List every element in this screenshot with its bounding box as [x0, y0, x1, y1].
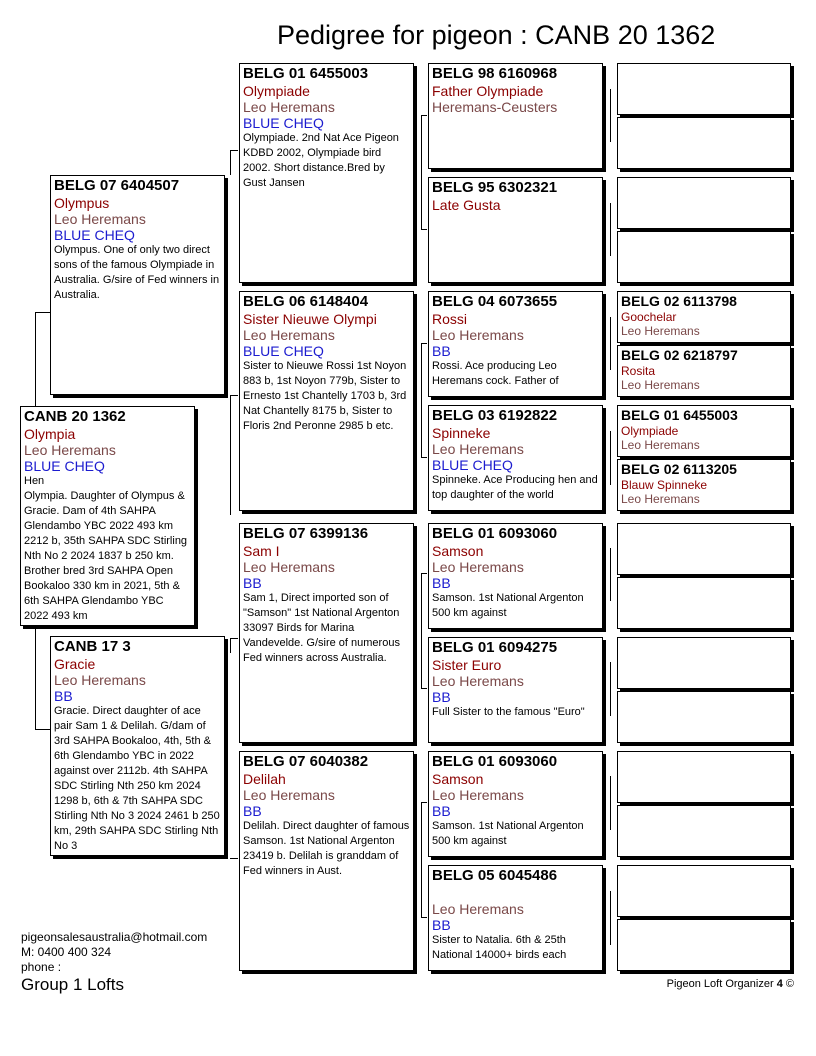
color-label: BLUE CHEQ: [243, 343, 324, 359]
color-label: BB: [432, 343, 451, 359]
breeder-name: Leo Heremans: [432, 673, 524, 689]
pedigree-card-gen4-4[interactable]: [428, 405, 603, 511]
breeder-name: Leo Heremans: [54, 211, 146, 227]
breeder-name: Leo Heremans: [621, 438, 700, 452]
color-label: BB: [243, 803, 262, 819]
connector: [610, 89, 611, 142]
loft-name: Group 1 Lofts: [21, 975, 125, 994]
connector: [421, 115, 422, 229]
pedigree-card-gen4-1[interactable]: [428, 63, 603, 169]
pedigree-card-gen5-6[interactable]: [617, 345, 791, 397]
pigeon-name: Rosita: [621, 364, 656, 378]
pedigree-card-gen5-15[interactable]: [617, 865, 791, 917]
pedigree-card-gen5-13[interactable]: [617, 751, 791, 803]
color-label: BLUE CHEQ: [432, 457, 513, 473]
pedigree-card-gen5-12[interactable]: [617, 691, 791, 743]
color-label: BB: [54, 688, 73, 704]
color-label: BB: [432, 689, 451, 705]
pigeon-notes: Olympus. One of only two direct sons of the famous Olympiade in Australia. G/sire of Fed winners in Australia.: [54, 244, 220, 301]
pigeon-name: Spinneke: [432, 425, 491, 441]
pigeon-name: Olympus: [54, 195, 110, 211]
connector: [610, 317, 611, 370]
pedigree-card-gen5-9[interactable]: [617, 523, 791, 575]
ring-number: BELG 02 6218797: [621, 347, 738, 363]
ring-number: BELG 95 6302321: [432, 179, 558, 196]
pedigree-card-gen5-7[interactable]: [617, 405, 791, 457]
pigeon-name: Delilah: [243, 771, 286, 787]
connector: [35, 729, 50, 730]
connector: [230, 395, 238, 396]
pigeon-notes: Olympiade. 2nd Nat Ace Pigeon KDBD 2002, Olympiade bird 2002. Short distance.Bred by Gust Jansen: [243, 132, 399, 189]
breeder-name: Leo Heremans: [243, 99, 335, 115]
pedigree-card-sire-sire[interactable]: [239, 63, 414, 283]
pigeon-notes: Sam 1, Direct imported son of "Samson" 1st National Argenton 33097 Birds for Marina Vandevelde. G/sire of numerous Fed winners across Australia.: [243, 592, 400, 664]
pedigree-card-dam-sire[interactable]: [239, 523, 414, 743]
connector: [421, 343, 422, 457]
pigeon-name: Father Olympiade: [432, 83, 544, 99]
contact-mobile: M: 0400 400 324: [21, 945, 112, 959]
connector: [35, 626, 36, 729]
pedigree-card-gen5-3[interactable]: [617, 177, 791, 229]
pigeon-name: [432, 885, 599, 901]
pigeon-name: Olympiade: [243, 83, 310, 99]
color-label: BLUE CHEQ: [24, 458, 105, 474]
breeder-name: Leo Heremans: [621, 378, 700, 392]
ring-number: BELG 06 6148404: [243, 293, 369, 310]
ring-number: BELG 05 6045486: [432, 867, 558, 884]
breeder-name: Leo Heremans: [432, 327, 524, 343]
color-label: BB: [432, 917, 451, 933]
pedigree-card-gen5-8[interactable]: [617, 459, 791, 511]
pigeon-name: Goochelar: [621, 310, 677, 324]
pigeon-name: Late Gusta: [432, 197, 501, 213]
pedigree-card-gen5-14[interactable]: [617, 805, 791, 857]
pigeon-name: Blauw Spinneke: [621, 478, 708, 492]
pigeon-notes: Full Sister to the famous "Euro": [432, 706, 585, 718]
pedigree-card-gen4-7[interactable]: [428, 751, 603, 857]
color-label: BB: [243, 575, 262, 591]
connector: [421, 688, 427, 689]
ring-number: BELG 07 6404507: [54, 177, 180, 194]
connector: [35, 312, 50, 313]
connector: [230, 395, 231, 515]
pigeon-name: Rossi: [432, 311, 468, 327]
ring-number: BELG 01 6455003: [621, 407, 738, 423]
software-name: Pigeon Loft Organizer: [666, 978, 774, 990]
pigeon-name: Samson: [432, 543, 484, 559]
copyright-symbol: ©: [785, 978, 794, 990]
connector: [421, 343, 427, 344]
pigeon-name: Sam I: [243, 543, 280, 559]
connector: [421, 115, 427, 116]
pedigree-card-sire-dam[interactable]: [239, 291, 414, 511]
pigeon-name: Samson: [432, 771, 484, 787]
ring-number: BELG 02 6113205: [621, 461, 737, 477]
connector: [610, 548, 611, 601]
ring-number: BELG 01 6455003: [243, 65, 369, 82]
connector: [421, 917, 427, 918]
connector: [421, 229, 427, 230]
connector: [610, 662, 611, 716]
connector: [610, 431, 611, 485]
sex-label: Hen: [24, 475, 45, 487]
pigeon-notes: Delilah. Direct daughter of famous Samson. 1st National Argenton 23419 b. Delilah is granddam of Fed winners in Aust.: [243, 820, 410, 877]
ring-number: BELG 04 6073655: [432, 293, 558, 310]
ring-number: BELG 98 6160968: [432, 65, 558, 82]
pedigree-card-dam-dam[interactable]: [239, 751, 414, 971]
pigeon-notes: Rossi. Ace producing Leo Heremans cock. Father of: [432, 360, 559, 387]
pigeon-name: Olympiade: [621, 424, 679, 438]
pigeon-name: Olympia: [24, 426, 76, 442]
breeder-name: Leo Heremans: [621, 324, 700, 338]
pigeon-name: Gracie: [54, 656, 96, 672]
breeder-name: Leo Heremans: [24, 442, 116, 458]
connector: [421, 573, 427, 574]
breeder-name: Leo Heremans: [432, 441, 524, 457]
connector: [421, 802, 427, 803]
connector: [421, 802, 422, 917]
ring-number: BELG 07 6040382: [243, 753, 369, 770]
ring-number: BELG 03 6192822: [432, 407, 558, 424]
color-label: BB: [432, 803, 451, 819]
connector: [230, 858, 238, 859]
connector: [230, 638, 238, 639]
pedigree-card-gen5-11[interactable]: [617, 637, 791, 689]
color-label: BLUE CHEQ: [54, 227, 135, 243]
breeder-name: Leo Heremans: [243, 559, 335, 575]
pedigree-card-sire[interactable]: [50, 175, 225, 395]
pigeon-name: Sister Euro: [432, 657, 502, 673]
pigeon-notes: Samson. 1st National Argenton 500 km against: [432, 592, 584, 619]
ring-number: BELG 01 6093060: [432, 525, 558, 542]
connector: [35, 312, 36, 406]
pedigree-card-gen5-16[interactable]: [617, 919, 791, 971]
ring-number: BELG 07 6399136: [243, 525, 369, 542]
connector: [230, 150, 238, 151]
breeder-name: Heremans-Ceusters: [432, 99, 558, 115]
contact-email: pigeonsalesaustralia@hotmail.com: [21, 930, 208, 944]
connector: [230, 638, 231, 653]
pedigree-card-gen4-8[interactable]: [428, 865, 603, 971]
page-title: Pedigree for pigeon : CANB 20 1362: [277, 20, 716, 50]
breeder-name: Leo Heremans: [54, 672, 146, 688]
connector: [421, 573, 422, 688]
color-label: BLUE CHEQ: [243, 115, 324, 131]
pigeon-notes: Sister to Natalia. 6th & 25th National 14000+ birds each: [432, 934, 567, 961]
breeder-name: Leo Heremans: [432, 559, 524, 575]
pedigree-card-gen4-2[interactable]: [428, 177, 603, 283]
pigeon-notes: Gracie. Direct daughter of ace pair Sam 1 & Delilah. G/dam of 3rd SAHPA Bookaloo, 4th, 5th & 6th Glendambo YBC in 2022 against over 2112b. 4th SAHPA SDC Stirling Nth 250 km 2024 1298 b, 6th & 7th SAHPA SDC Stirling Nth No 3 2024 2461 b 250 km, 29th SAHPA SDC Stirling Nth No 3: [54, 705, 220, 852]
breeder-name: Leo Heremans: [243, 787, 335, 803]
breeder-name: Leo Heremans: [432, 787, 524, 803]
pedigree-card-gen4-3[interactable]: [428, 291, 603, 397]
pigeon-notes: Spinneke. Ace Producing hen and top daughter of the world: [432, 474, 598, 501]
pigeon-notes: Samson. 1st National Argenton 500 km against: [432, 820, 584, 847]
pigeon-name: Sister Nieuwe Olympi: [243, 311, 377, 327]
pedigree-card-gen5-2[interactable]: [617, 117, 791, 169]
breeder-name: Leo Heremans: [432, 901, 524, 917]
ring-number: BELG 02 6113798: [621, 293, 737, 309]
connector: [610, 891, 611, 945]
connector: [421, 457, 427, 458]
contact-phone: phone :: [21, 960, 62, 974]
pigeon-notes: Olympia. Daughter of Olympus & Gracie. Dam of 4th SAHPA Glendambo YBC 2022 493 km 2212 b, 35th SAHPA SDC Stirling Nth No 2 2024 1837 b 250 km. Brother bred 3rd SAHPA Open Bookaloo 330 km in 2021, 5th & 6th SAHPA Glendambo YBC 2022 493 km: [24, 490, 188, 622]
breeder-name: Leo Heremans: [621, 492, 700, 506]
pedigree-card-gen5-4[interactable]: [617, 231, 791, 283]
pedigree-card-gen5-10[interactable]: [617, 577, 791, 629]
ring-number: BELG 01 6094275: [432, 639, 558, 656]
pedigree-card-gen4-6[interactable]: [428, 637, 603, 743]
pedigree-card-gen5-5[interactable]: [617, 291, 791, 343]
pedigree-card-subject[interactable]: [20, 406, 195, 626]
color-label: BB: [432, 575, 451, 591]
breeder-name: Leo Heremans: [243, 327, 335, 343]
ring-number: CANB 17 3: [54, 638, 131, 655]
pedigree-card-gen4-5[interactable]: [428, 523, 603, 629]
ring-number: BELG 01 6093060: [432, 753, 558, 770]
pedigree-card-gen5-1[interactable]: [617, 63, 791, 115]
software-credit: [667, 978, 794, 990]
connector: [610, 776, 611, 830]
pigeon-notes: Sister to Nieuwe Rossi 1st Noyon 883 b, 1st Noyon 779b, Sister to Ernesto 1st Chantelly 1703 b, 3rd Nat Chantelly 8175 b, Sister to Floris 2nd Peronne 2985 b etc.: [243, 360, 407, 432]
connector: [230, 150, 231, 175]
software-version: 4: [776, 978, 783, 990]
pedigree-card-dam[interactable]: [50, 636, 225, 856]
ring-number: CANB 20 1362: [24, 408, 126, 425]
connector: [610, 203, 611, 256]
